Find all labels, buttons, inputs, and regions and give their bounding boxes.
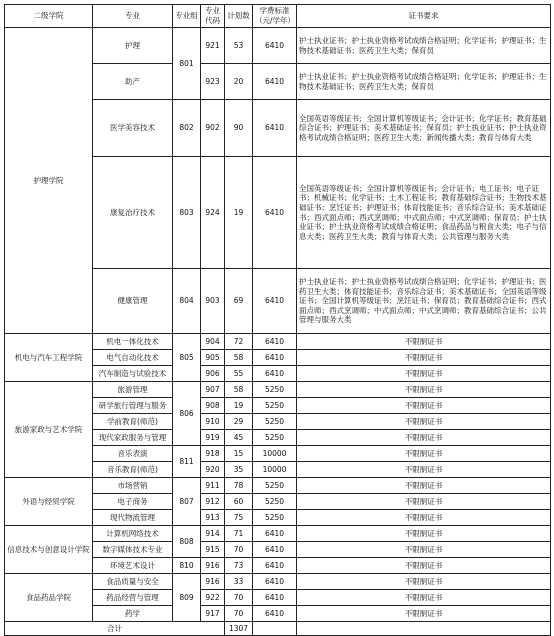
major-cell: 研学旅行管理与服务	[93, 398, 173, 414]
group-cell: 804	[173, 269, 201, 334]
plan-cell: 58	[225, 350, 253, 366]
plan-cell: 19	[225, 157, 253, 269]
requirement-cell: 不限制证书	[297, 398, 551, 414]
fee-cell: 6410	[253, 542, 297, 558]
code-cell: 921	[201, 28, 225, 64]
major-cell: 药品经营与管理	[93, 590, 173, 606]
fee-cell: 5250	[253, 430, 297, 446]
major-cell: 护理	[93, 28, 173, 64]
requirement-cell: 不限制证书	[297, 350, 551, 366]
plan-cell: 90	[225, 100, 253, 157]
fee-cell: 6410	[253, 28, 297, 64]
code-cell: 904	[201, 334, 225, 350]
plan-cell: 69	[225, 269, 253, 334]
code-cell: 913	[201, 510, 225, 526]
major-cell: 助产	[93, 64, 173, 100]
table-row	[5, 574, 551, 590]
code-cell: 918	[201, 446, 225, 462]
major-cell: 康复治疗技术	[93, 157, 173, 269]
requirement-cell: 不限制证书	[297, 430, 551, 446]
group-cell: 806	[173, 382, 201, 446]
plan-cell: 71	[225, 526, 253, 542]
plan-cell: 75	[225, 510, 253, 526]
group-cell: 801	[173, 28, 201, 100]
total-fee-empty	[253, 622, 297, 636]
major-cell: 学前教育(师范)	[93, 414, 173, 430]
plan-cell: 70	[225, 606, 253, 622]
major-cell: 药学	[93, 606, 173, 622]
major-cell: 环境艺术设计	[93, 558, 173, 574]
plan-cell: 70	[225, 542, 253, 558]
requirement-cell: 不限制证书	[297, 462, 551, 478]
code-cell: 919	[201, 430, 225, 446]
plan-cell: 20	[225, 64, 253, 100]
plan-cell: 29	[225, 414, 253, 430]
major-cell: 计算机网络技术	[93, 526, 173, 542]
table-row	[5, 526, 551, 542]
group-cell: 802	[173, 100, 201, 157]
major-cell: 现代家政服务与管理	[93, 430, 173, 446]
group-cell: 809	[173, 574, 201, 622]
plan-cell: 35	[225, 462, 253, 478]
requirement-cell: 护士执业证书；护士执业资格考试成绩合格证明；化学证书；护理证书；生物技术基础证书；医药卫生大类；保育员	[297, 64, 551, 100]
plan-cell: 33	[225, 574, 253, 590]
fee-cell: 6410	[253, 157, 297, 269]
group-cell: 808	[173, 526, 201, 558]
total-label: 合计	[5, 622, 225, 636]
fee-cell: 5250	[253, 414, 297, 430]
code-cell: 912	[201, 494, 225, 510]
college-cell: 旅游家政与艺术学院	[5, 382, 93, 478]
major-cell: 电气自动化技术	[93, 350, 173, 366]
header-requirement: 证书要求	[297, 5, 551, 28]
total-row	[5, 622, 551, 636]
code-cell: 905	[201, 350, 225, 366]
fee-cell: 5250	[253, 510, 297, 526]
requirement-cell: 不限制证书	[297, 510, 551, 526]
admission-plan-document	[4, 4, 550, 636]
requirement-cell: 不限制证书	[297, 590, 551, 606]
requirement-cell: 不限制证书	[297, 526, 551, 542]
fee-cell: 6410	[253, 269, 297, 334]
plan-cell: 55	[225, 366, 253, 382]
fee-cell: 5250	[253, 494, 297, 510]
college-cell: 外语与经贸学院	[5, 478, 93, 526]
total-req-empty	[297, 622, 551, 636]
major-cell: 电子商务	[93, 494, 173, 510]
major-cell: 现代物流管理	[93, 510, 173, 526]
requirement-cell: 不限制证书	[297, 478, 551, 494]
header-plan: 计划数	[225, 5, 253, 28]
major-cell: 音乐教育(师范)	[93, 462, 173, 478]
plan-cell: 58	[225, 382, 253, 398]
group-cell: 807	[173, 478, 201, 526]
code-cell: 906	[201, 366, 225, 382]
fee-cell: 5250	[253, 478, 297, 494]
requirement-cell: 全国英语等级证书；全国计算机等级证书；会计证书；电工证书；电子证书；机械证书；化学证书；土木工程证书；教育基础综合证书；生物技术基础证书；烹饪证书；护理证书；体育技能证书；音乐综合证书；美术基础证书；西式面点师；西式烹调师；中式面点师；中式烹调师；保育员；护士执业证书；护士执业资格考试成绩合格证明；食品药品与粮食大类；电子与信息大类；医药卫生大类；教育与体育大类；公共管理与服务大类	[297, 157, 551, 269]
code-cell: 902	[201, 100, 225, 157]
major-cell: 市场营销	[93, 478, 173, 494]
group-cell: 811	[173, 446, 201, 478]
college-cell: 护理学院	[5, 28, 93, 334]
fee-cell: 10000	[253, 462, 297, 478]
major-cell: 健康管理	[93, 269, 173, 334]
code-cell: 924	[201, 157, 225, 269]
fee-cell: 6410	[253, 100, 297, 157]
code-cell: 903	[201, 269, 225, 334]
header-row	[5, 5, 551, 28]
group-cell: 810	[173, 558, 201, 574]
total-plan: 1307	[225, 622, 253, 636]
table-row	[5, 334, 551, 350]
code-cell: 917	[201, 606, 225, 622]
requirement-cell: 不限制证书	[297, 382, 551, 398]
code-cell: 910	[201, 414, 225, 430]
requirement-cell: 全国英语等级证书；全国计算机等级证书；会计证书；化学证书；教育基础综合证书；护理证书；美术基础证书；保育员；护士执业证书；护士执业资格考试成绩合格证明；医药卫生大类；新闻传播大类；教育与体育大类	[297, 100, 551, 157]
fee-cell: 6410	[253, 366, 297, 382]
code-cell: 914	[201, 526, 225, 542]
major-cell: 汽车制造与试验技术	[93, 366, 173, 382]
table-row	[5, 382, 551, 398]
requirement-cell: 不限制证书	[297, 494, 551, 510]
admission-plan-table	[4, 4, 551, 636]
fee-cell: 6410	[253, 558, 297, 574]
major-cell: 旅游管理	[93, 382, 173, 398]
code-cell: 920	[201, 462, 225, 478]
plan-cell: 60	[225, 494, 253, 510]
code-cell: 908	[201, 398, 225, 414]
requirement-cell: 护士执业证书；护士执业资格考试成绩合格证明；化学证书；护理证书；医药卫生大类；体育技能证书；音乐综合证书；美术基础证书；全国英语等级证书；全国计算机等级证书；烹饪证书；保育员；教育基础综合证书；西式面点师；西式烹调师；中式面点师；中式烹调师；教育基础综合证书；公共管理与服务大类	[297, 269, 551, 334]
header-college: 二级学院	[5, 5, 93, 28]
fee-cell: 6410	[253, 606, 297, 622]
fee-cell: 6410	[253, 526, 297, 542]
code-cell: 911	[201, 478, 225, 494]
code-cell: 907	[201, 382, 225, 398]
major-cell: 医学美容技术	[93, 100, 173, 157]
major-cell: 音乐表演	[93, 446, 173, 462]
plan-cell: 19	[225, 398, 253, 414]
requirement-cell: 不限制证书	[297, 542, 551, 558]
major-cell: 食品质量与安全	[93, 574, 173, 590]
header-fee: 学费标准（元/学年）	[253, 5, 297, 28]
college-cell: 机电与汽车工程学院	[5, 334, 93, 382]
requirement-cell: 不限制证书	[297, 446, 551, 462]
header-code: 专业代码	[201, 5, 225, 28]
plan-cell: 72	[225, 334, 253, 350]
code-cell: 923	[201, 64, 225, 100]
fee-cell: 6410	[253, 334, 297, 350]
plan-cell: 45	[225, 430, 253, 446]
major-cell: 机电一体化技术	[93, 334, 173, 350]
major-cell: 数字媒体技术专业	[93, 542, 173, 558]
requirement-cell: 不限制证书	[297, 334, 551, 350]
fee-cell: 6410	[253, 350, 297, 366]
code-cell: 916	[201, 574, 225, 590]
plan-cell: 78	[225, 478, 253, 494]
plan-cell: 70	[225, 590, 253, 606]
college-cell: 食品药品学院	[5, 574, 93, 622]
header-major: 专业	[93, 5, 173, 28]
requirement-cell: 不限制证书	[297, 558, 551, 574]
requirement-cell: 不限制证书	[297, 366, 551, 382]
requirement-cell: 护士执业证书；护士执业资格考试成绩合格证明；化学证书；护理证书；生物技术基础证书；医药卫生大类；保育员	[297, 28, 551, 64]
code-cell: 915	[201, 542, 225, 558]
plan-cell: 53	[225, 28, 253, 64]
college-cell: 信息技术与创意设计学院	[5, 526, 93, 574]
fee-cell: 5250	[253, 398, 297, 414]
requirement-cell: 不限制证书	[297, 606, 551, 622]
code-cell: 916	[201, 558, 225, 574]
group-cell: 805	[173, 334, 201, 382]
fee-cell: 6410	[253, 590, 297, 606]
requirement-cell: 不限制证书	[297, 414, 551, 430]
table-row	[5, 478, 551, 494]
code-cell: 922	[201, 590, 225, 606]
group-cell: 803	[173, 157, 201, 269]
fee-cell: 6410	[253, 574, 297, 590]
table-row	[5, 28, 551, 64]
plan-cell: 15	[225, 446, 253, 462]
fee-cell: 5250	[253, 382, 297, 398]
fee-cell: 6410	[253, 64, 297, 100]
requirement-cell: 不限制证书	[297, 574, 551, 590]
plan-cell: 73	[225, 558, 253, 574]
fee-cell: 10000	[253, 446, 297, 462]
header-group: 专业组	[173, 5, 201, 28]
